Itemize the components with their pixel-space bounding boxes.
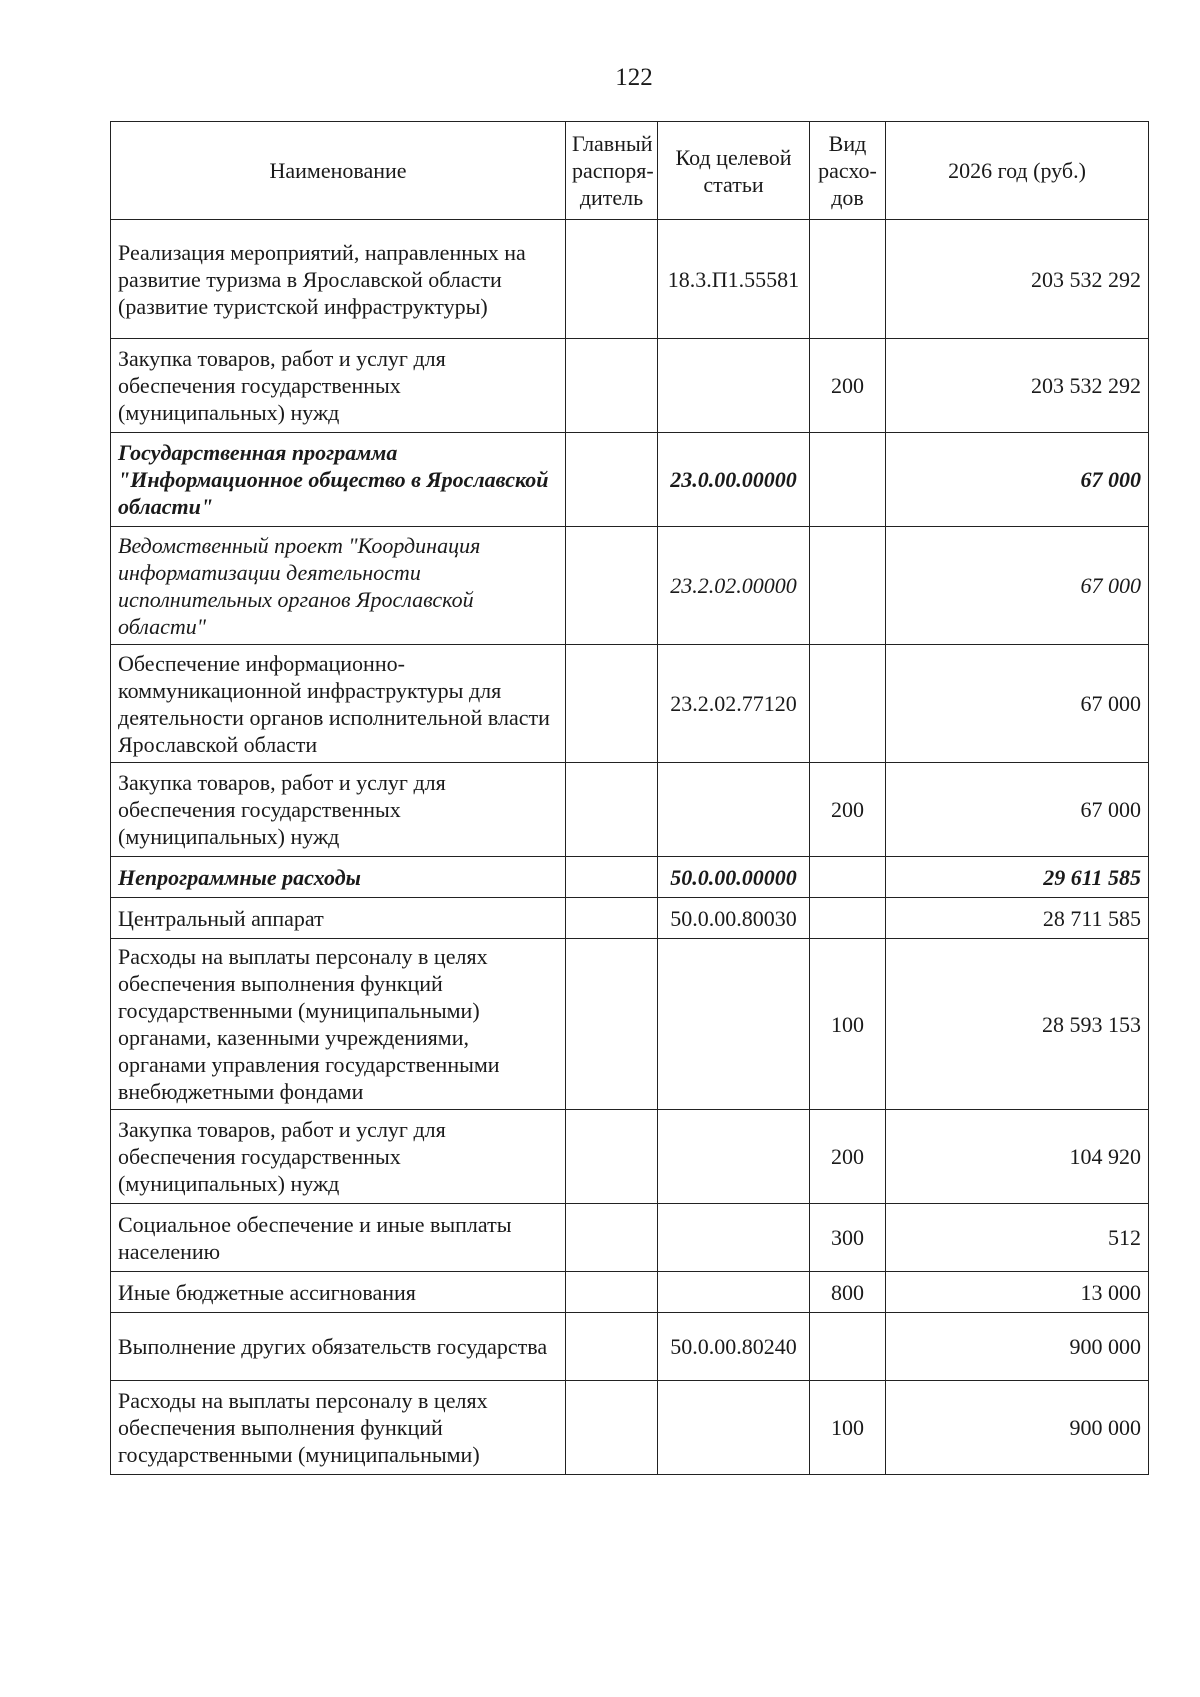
header-type: Вид расхо-дов [810, 122, 886, 220]
table-row [111, 763, 1149, 857]
row-code [658, 1272, 810, 1313]
row-code: 18.3.П1.55581 [658, 220, 810, 339]
table-row [111, 1204, 1149, 1272]
table-row [111, 1381, 1149, 1475]
row-amount: 203 532 292 [886, 339, 1149, 433]
row-code: 23.2.02.00000 [658, 527, 810, 645]
row-amount: 67 000 [886, 527, 1149, 645]
row-expense-type [810, 857, 886, 898]
row-expense-type: 100 [810, 939, 886, 1110]
row-code [658, 1110, 810, 1204]
row-amount: 512 [886, 1204, 1149, 1272]
row-name: Обеспечение информационно-коммуникационной инфраструктуры для деятельности органов исполнительной власти Ярославской области [111, 645, 566, 763]
table-row [111, 220, 1149, 339]
page-number: 122 [615, 64, 653, 91]
table-row [111, 857, 1149, 898]
row-code: 50.0.00.80030 [658, 898, 810, 939]
header-issuer: Главный распоря-дитель [566, 122, 658, 220]
row-amount: 900 000 [886, 1313, 1149, 1381]
row-name: Расходы на выплаты персоналу в целях обеспечения выполнения функций государственными (муниципальными) [111, 1381, 566, 1475]
row-code: 50.0.00.00000 [658, 857, 810, 898]
row-code [658, 763, 810, 857]
row-code: 23.2.02.77120 [658, 645, 810, 763]
row-name: Закупка товаров, работ и услуг для обеспечения государственных (муниципальных) нужд [111, 763, 566, 857]
table-row [111, 433, 1149, 527]
row-code [658, 939, 810, 1110]
row-expense-type [810, 527, 886, 645]
row-expense-type: 200 [810, 763, 886, 857]
table-row [111, 339, 1149, 433]
row-name: Реализация мероприятий, направленных на развитие туризма в Ярославской области (развитие туристской инфраструктуры) [111, 220, 566, 339]
row-issuer [566, 1381, 658, 1475]
row-name: Ведомственный проект "Координация информатизации деятельности исполнительных органов Ярославской области" [111, 527, 566, 645]
row-name: Выполнение других обязательств государства [111, 1313, 566, 1381]
row-name: Закупка товаров, работ и услуг для обеспечения государственных (муниципальных) нужд [111, 1110, 566, 1204]
row-expense-type [810, 898, 886, 939]
row-expense-type [810, 433, 886, 527]
row-issuer [566, 339, 658, 433]
row-issuer [566, 220, 658, 339]
row-amount: 29 611 585 [886, 857, 1149, 898]
row-amount: 900 000 [886, 1381, 1149, 1475]
row-issuer [566, 1272, 658, 1313]
row-code: 50.0.00.80240 [658, 1313, 810, 1381]
row-issuer [566, 1110, 658, 1204]
row-amount: 28 593 153 [886, 939, 1149, 1110]
row-name: Закупка товаров, работ и услуг для обеспечения государственных (муниципальных) нужд [111, 339, 566, 433]
row-amount: 13 000 [886, 1272, 1149, 1313]
row-code [658, 339, 810, 433]
row-name: Государственная программа "Информационное общество в Ярославской области" [111, 433, 566, 527]
row-expense-type: 300 [810, 1204, 886, 1272]
row-amount: 203 532 292 [886, 220, 1149, 339]
row-amount: 67 000 [886, 433, 1149, 527]
row-amount: 104 920 [886, 1110, 1149, 1204]
row-name: Непрограммные расходы [111, 857, 566, 898]
row-code [658, 1381, 810, 1475]
row-issuer [566, 527, 658, 645]
row-name: Социальное обеспечение и иные выплаты населению [111, 1204, 566, 1272]
row-issuer [566, 763, 658, 857]
row-issuer [566, 433, 658, 527]
row-issuer [566, 898, 658, 939]
row-name: Иные бюджетные ассигнования [111, 1272, 566, 1313]
row-expense-type: 200 [810, 339, 886, 433]
header-amount: 2026 год (руб.) [886, 122, 1149, 220]
row-name: Расходы на выплаты персоналу в целях обеспечения выполнения функций государственными (муниципальными) органами, казенными учреждениями, органами управления государственными внебюджетными фондами [111, 939, 566, 1110]
row-name: Центральный аппарат [111, 898, 566, 939]
table-row [111, 939, 1149, 1110]
budget-table [110, 121, 1149, 1475]
table-header-row [111, 122, 1149, 220]
table-row [111, 1313, 1149, 1381]
header-name: Наименование [111, 122, 566, 220]
header-code: Код целевой статьи [658, 122, 810, 220]
row-code [658, 1204, 810, 1272]
row-code: 23.0.00.00000 [658, 433, 810, 527]
row-expense-type [810, 645, 886, 763]
row-issuer [566, 645, 658, 763]
table-row [111, 1110, 1149, 1204]
table-body [111, 220, 1149, 1475]
row-issuer [566, 1313, 658, 1381]
row-amount: 67 000 [886, 763, 1149, 857]
row-amount: 28 711 585 [886, 898, 1149, 939]
row-issuer [566, 1204, 658, 1272]
row-expense-type [810, 220, 886, 339]
row-expense-type: 100 [810, 1381, 886, 1475]
row-amount: 67 000 [886, 645, 1149, 763]
table-row [111, 645, 1149, 763]
table-row [111, 898, 1149, 939]
table-row [111, 527, 1149, 645]
row-expense-type: 800 [810, 1272, 886, 1313]
row-issuer [566, 939, 658, 1110]
row-expense-type [810, 1313, 886, 1381]
row-expense-type: 200 [810, 1110, 886, 1204]
table-row [111, 1272, 1149, 1313]
row-issuer [566, 857, 658, 898]
